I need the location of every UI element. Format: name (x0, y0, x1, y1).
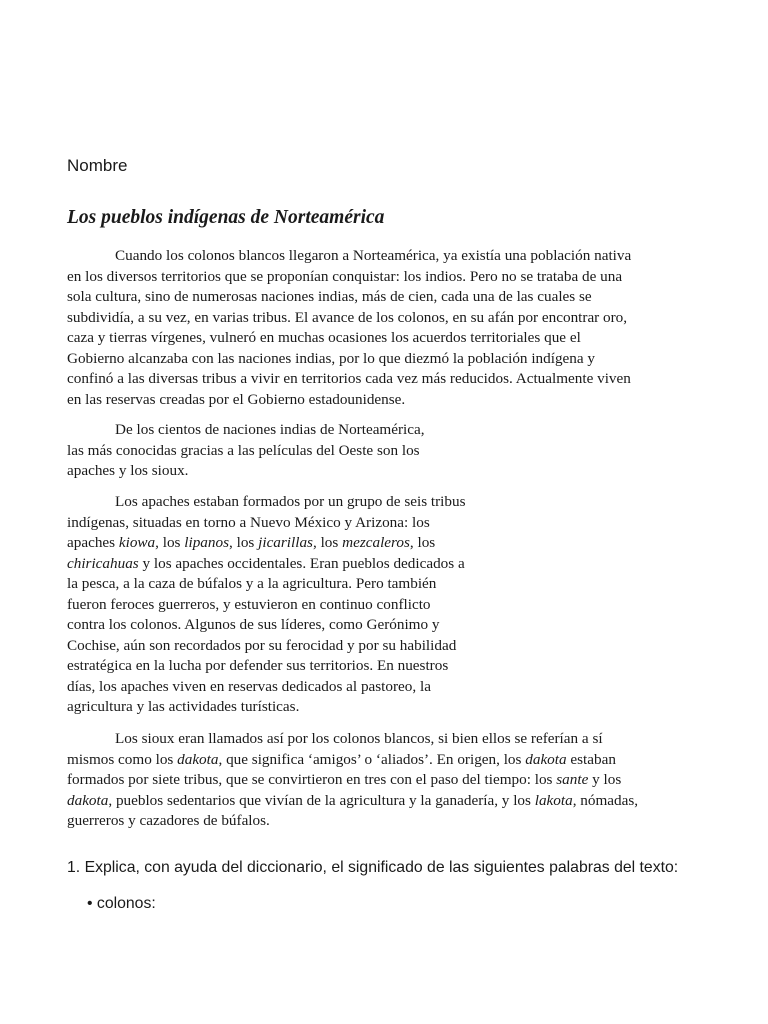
text-run: De los cientos de naciones indias de Norteamérica, (115, 421, 425, 438)
italic-term: kiowa (118, 534, 156, 551)
text-run: en las reservas creadas por el Gobierno estadounidense. (67, 390, 406, 408)
italic-term: dakota (67, 791, 109, 809)
text-line (67, 729, 638, 750)
italic-term: jicarillas (258, 534, 313, 551)
exercise-bullet-item: • colonos: (87, 895, 156, 912)
text-line (67, 574, 466, 595)
text-run: mismos como los (67, 750, 178, 768)
text-line (67, 328, 631, 349)
text-line (67, 697, 466, 718)
italic-term: chiricahuas (67, 554, 139, 572)
text-run: , los (312, 534, 343, 551)
text-run: contra los colonos. Algunos de sus líderes, como Gerónimo y (67, 616, 440, 633)
text-run: las más conocidas gracias a las películas del Oeste son los (67, 441, 420, 459)
text-run: Cochise, aún son recordados por su ferocidad y por su habilidad (67, 636, 457, 654)
text-line (67, 349, 631, 370)
text-run: formados por siete tribus, que se convirtieron en tres con el paso del tiempo: los (67, 771, 557, 788)
text-run: la pesca, a la caza de búfalos y a la agricultura. Pero también (67, 575, 437, 592)
text-run: días, los apaches viven en reservas dedicados al pastoreo, la (67, 677, 431, 695)
text-run: apaches (67, 534, 119, 551)
italic-term: lipanos (184, 534, 229, 551)
paragraph-apaches (67, 492, 466, 718)
text-run: , los (409, 534, 436, 551)
text-line (67, 615, 466, 636)
text-line (67, 420, 425, 441)
text-run: Los apaches estaban formados por un grupo de seis tribus (115, 493, 466, 510)
text-run: agricultura y las actividades turísticas. (67, 698, 300, 715)
text-line (67, 390, 631, 411)
text-run: Gobierno alcanzaba con las naciones indias, por lo que diezmó la población indígena y (67, 349, 596, 367)
paragraph-known-nations (67, 420, 425, 482)
text-line (67, 461, 425, 482)
text-line (67, 246, 631, 267)
text-line (67, 750, 638, 771)
text-line (67, 533, 466, 554)
text-run: y los (588, 771, 622, 788)
text-run: estaban (566, 750, 616, 768)
text-line (67, 554, 466, 575)
text-run: estratégica en la lucha por defender sus territorios. En nuestros (67, 657, 449, 674)
text-line (67, 308, 631, 329)
text-line (67, 492, 466, 513)
exercise-question: 1. Explica, con ayuda del diccionario, el significado de las siguientes palabras del texto: (67, 859, 679, 876)
text-run: sola cultura, sino de numerosas naciones indias, más de cien, cada una de las cuales se (67, 288, 592, 305)
paragraph-intro (67, 246, 631, 410)
text-run: en los diversos territorios que se proponían conquistar: los indios. Pero no se trataba de una (67, 267, 623, 285)
text-line (67, 369, 631, 390)
text-run: , pueblos sedentarios que vivían de la agricultura y la ganadería, y los (108, 791, 535, 809)
name-label: Nombre (67, 156, 128, 175)
italic-term: lakota (534, 791, 573, 809)
text-run: indígenas, situadas en torno a Nuevo México y Arizona: los (67, 513, 430, 531)
text-run: , que significa ‘amigos’ o ‘aliados’. En origen, los (218, 750, 526, 768)
text-line (67, 441, 425, 462)
text-line (67, 595, 466, 616)
page-title: Los pueblos indígenas de Norteamérica (67, 207, 385, 228)
text-run: confinó a las diversas tribus a vivir en territorios cada vez más reducidos. Actualmente viven (67, 370, 631, 387)
italic-term: dakota (525, 750, 567, 768)
text-run: , nómadas, (572, 791, 639, 809)
text-run: Cuando los colonos blancos llegaron a Norteamérica, ya existía una población nativa (115, 247, 632, 264)
italic-term: dakota (177, 750, 219, 768)
text-line (67, 811, 638, 832)
text-line (67, 513, 466, 534)
text-line (67, 656, 466, 677)
text-run: caza y tierras vírgenes, vulneró en muchas ocasiones los acuerdos territoriales que el (67, 329, 581, 346)
text-run: guerreros y cazadores de búfalos. (67, 812, 270, 829)
text-run: Los sioux eran llamados así por los colonos blancos, si bien ellos se referían a sí (115, 730, 603, 747)
text-run: fueron feroces guerreros, y estuvieron en continuo conflicto (67, 595, 431, 613)
text-run: , los (229, 534, 259, 551)
text-run: y los apaches occidentales. Eran pueblos dedicados a (138, 554, 465, 572)
paragraph-sioux (67, 729, 638, 832)
text-line (67, 267, 631, 288)
text-line (67, 791, 638, 812)
text-line (67, 770, 638, 791)
text-line (67, 287, 631, 308)
text-run: , los (155, 534, 185, 551)
italic-term: sante (556, 771, 589, 788)
italic-term: mezcaleros (342, 534, 410, 551)
text-run: apaches y los sioux. (67, 462, 189, 479)
text-line (67, 636, 466, 657)
text-run: subdividía, a su vez, en varias tribus. El avance de los colonos, en su afán por encontrar oro, (67, 308, 628, 326)
text-line (67, 677, 466, 698)
